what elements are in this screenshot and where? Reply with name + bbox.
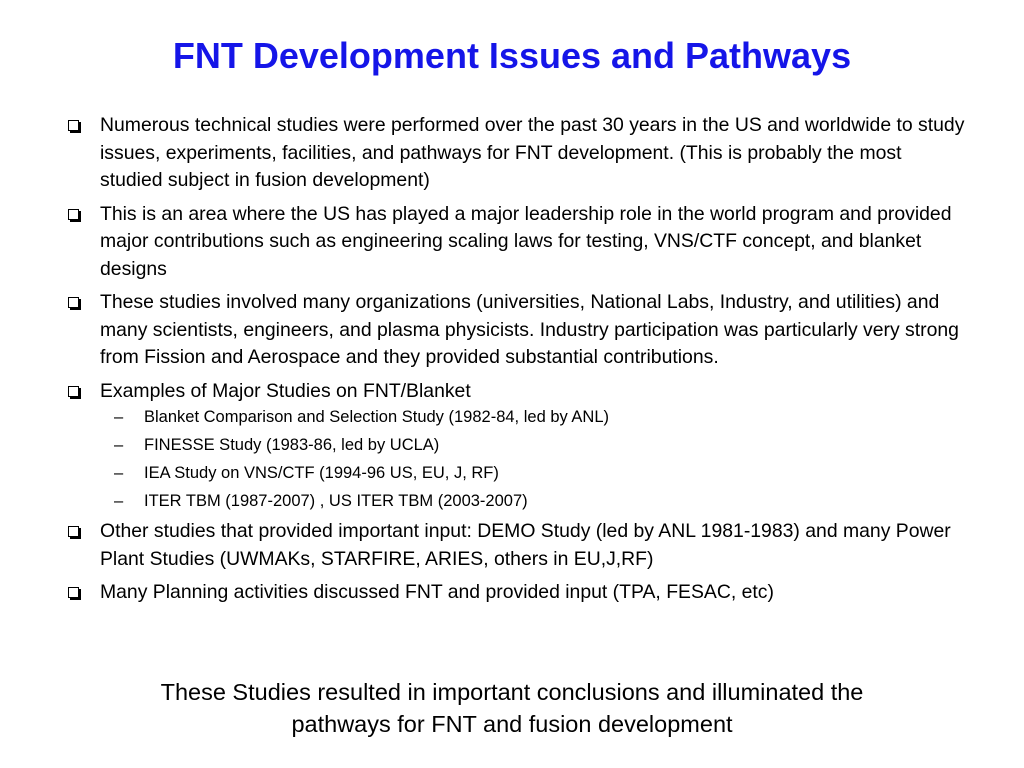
bullet-text: Numerous technical studies were performed over the past 30 years in the US and worldwide to study issues, experiments, facilities, and pathways for FNT development. (This is probably the most studied subject in fusion development) <box>100 114 965 191</box>
bullet-item <box>68 201 968 284</box>
bullet-text: Many Planning activities discussed FNT and provided input (TPA, FESAC, etc) <box>100 581 774 603</box>
sub-bullet-item <box>68 434 968 456</box>
bullet-list <box>68 112 968 613</box>
sub-bullet-item <box>68 462 968 484</box>
checkbox-bullet-icon <box>68 386 79 397</box>
bullet-item <box>68 289 968 372</box>
sub-bullet-text: Blanket Comparison and Selection Study (1982-84, led by ANL) <box>144 408 610 426</box>
bullet-item <box>68 378 968 406</box>
conclusion-text <box>0 676 1024 740</box>
sub-bullet-item <box>68 490 968 512</box>
conclusion-line: pathways for FNT and fusion development <box>291 711 733 737</box>
dash-marker: – <box>114 464 124 482</box>
sub-bullet-text: FINESSE Study (1983-86, led by UCLA) <box>144 436 440 454</box>
bullet-item <box>68 112 968 195</box>
bullet-item <box>68 579 968 607</box>
bullet-text: This is an area where the US has played a major leadership role in the world program and provided major contributions such as engineering scaling laws for testing, VNS/CTF concept, and blanket designs <box>100 202 952 280</box>
sub-bullet-item <box>68 406 968 428</box>
checkbox-bullet-icon <box>68 209 79 220</box>
sub-bullet-text: ITER TBM (1987-2007) , US ITER TBM (2003-2007) <box>144 492 528 510</box>
sub-bullet-text: IEA Study on VNS/CTF (1994-96 US, EU, J, RF) <box>144 464 499 482</box>
slide-title: FNT Development Issues and Pathways <box>172 35 852 76</box>
dash-marker: – <box>114 436 124 454</box>
checkbox-bullet-icon <box>68 120 79 131</box>
bullet-text: These studies involved many organizations (universities, National Labs, Industry, and utilities) and many scientists, engineers, and plasma physicists. Industry participation was particularly very strong from Fission and Aerospace and they provided substantial contributions. <box>100 291 959 368</box>
checkbox-bullet-icon <box>68 587 79 598</box>
checkbox-bullet-icon <box>68 526 79 537</box>
bullet-text: Examples of Major Studies on FNT/Blanket <box>100 379 471 402</box>
conclusion-line: These Studies resulted in important conclusions and illuminated the <box>160 679 864 705</box>
checkbox-bullet-icon <box>68 297 79 308</box>
sub-bullet-list <box>68 406 968 512</box>
bullet-text: Other studies that provided important input: DEMO Study (led by ANL 1981-1983) and many Power Plant Studies (UWMAKs, STARFIRE, ARIES, others in EU,J,RF) <box>100 520 951 570</box>
bullet-item <box>68 518 968 573</box>
dash-marker: – <box>114 408 124 426</box>
dash-marker: – <box>114 492 124 510</box>
